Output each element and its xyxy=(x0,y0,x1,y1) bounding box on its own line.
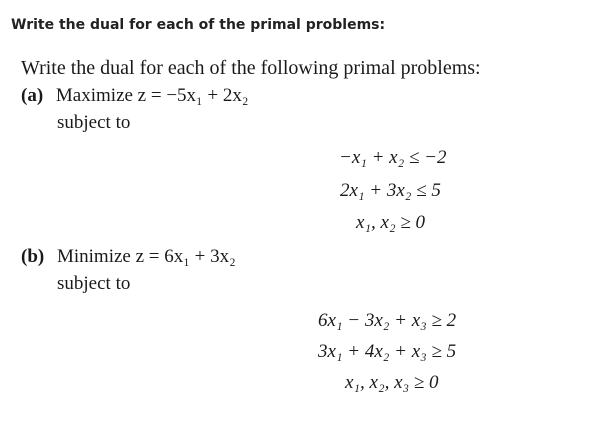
part-b-label: (b) xyxy=(21,246,45,267)
part-b-header xyxy=(21,246,236,268)
part-a-constraint-2: 2x₁ + 3x₂ ≤ 5 xyxy=(340,180,441,201)
part-b-constraint-2: 3x₁ + 4x₂ + x₃ ≥ 5 xyxy=(318,341,457,362)
part-a-subject-to: subject to xyxy=(57,112,131,133)
page-heading: Write the dual for each of the primal problems: xyxy=(11,17,386,33)
part-a-label: (a) xyxy=(21,85,44,106)
part-b-subject-to: subject to xyxy=(57,273,131,294)
part-a-nonnegativity: x₁, x₂ ≥ 0 xyxy=(356,212,426,233)
part-b-nonnegativity: x₁, x₂, x₃ ≥ 0 xyxy=(345,372,439,393)
part-a-header xyxy=(21,85,249,107)
part-a-objective: Maximize z = −5x₁ + 2x₂ xyxy=(55,85,249,106)
problem-intro: Write the dual for each of the following primal problems: xyxy=(21,57,481,79)
part-b-constraint-1: 6x₁ − 3x₂ + x₃ ≥ 2 xyxy=(318,310,457,331)
part-b-objective: Minimize z = 6x₁ + 3x₂ xyxy=(56,246,236,267)
part-a-constraint-1: −x₁ + x₂ ≤ −2 xyxy=(339,147,447,168)
